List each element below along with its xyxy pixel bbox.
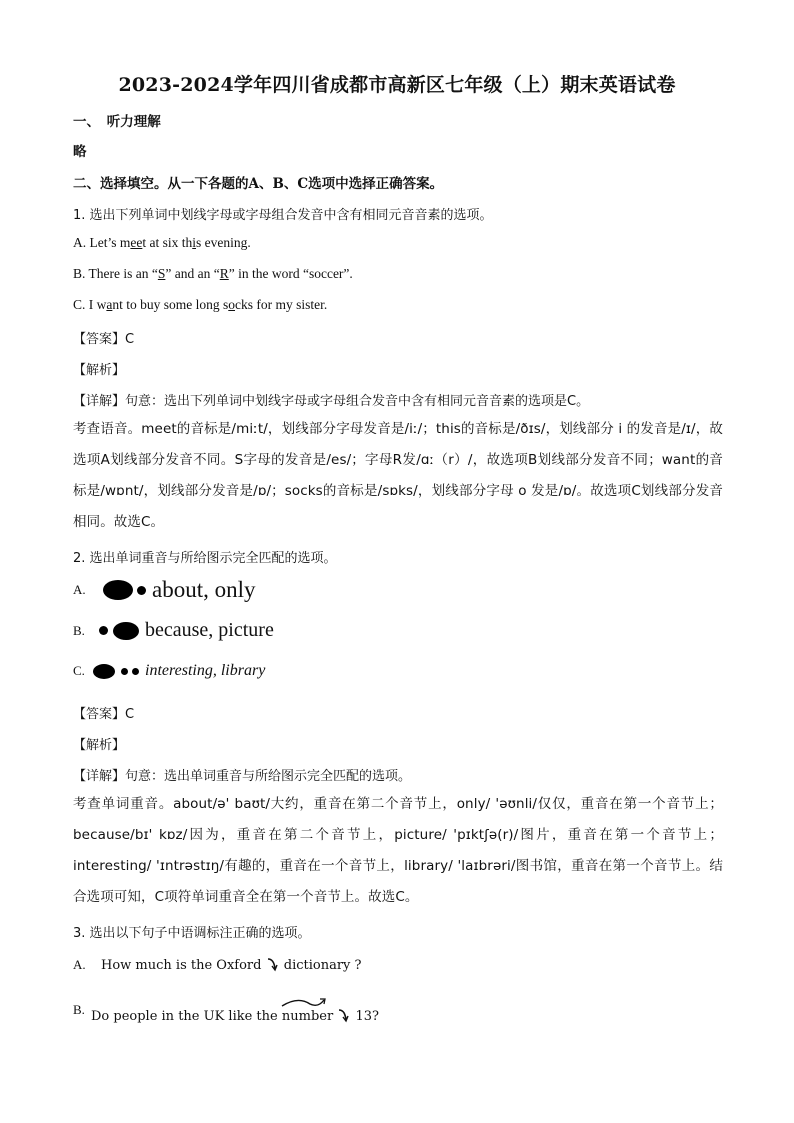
q1-detail: 【详解】句意：选出下列单词中划线字母或字母组合发音中含有相同元音音素的选项是C。 bbox=[73, 394, 590, 409]
q1-option-b-text: ” in the word “soccer”. bbox=[228, 266, 353, 281]
falling-intonation-icon bbox=[337, 1007, 351, 1023]
stress-dot-large-icon bbox=[103, 580, 133, 600]
q3-option-b-word: number bbox=[281, 1009, 334, 1024]
q1-option-c-text: C. I w bbox=[73, 297, 107, 312]
q2-stem: 2. 选出单词重音与所给图示完全匹配的选项。 bbox=[73, 551, 337, 566]
q1-answer: 【答案】C bbox=[73, 332, 135, 347]
q2-analysis-label: 【解析】 bbox=[73, 738, 126, 753]
q1-option-a-text: A. Let’s m bbox=[73, 235, 131, 250]
rising-intonation-icon bbox=[280, 996, 330, 1012]
q1-explanation: 考查语音。meet的音标是/miːt/，划线部分字母发音是/iː/；this的音标是/ðɪs/，划线部分 i 的发音是/ɪ/，故选项A划线部分发音不同。S字母的发音是/es/；字母R发/ɑː（r）/，故选项B划线部分发音不同；want的音标是/wɒnt/，划线部分发音是/ɒ/；socks的音标是/sɒks/，划线部分字母 o 发是/ɒ/。故选项C划线部分发音相同。故选C。 bbox=[73, 421, 723, 530]
stress-dot-small-icon bbox=[99, 626, 108, 635]
q2-option-c-words: interesting, library bbox=[145, 662, 266, 679]
section1-heading: 一、 听力理解 bbox=[73, 114, 161, 130]
q1-option-a-text: s evening. bbox=[196, 235, 251, 250]
q1-stem: 1. 选出下列单词中划线字母或字母组合发音中含有相同元音音素的选项。 bbox=[73, 208, 493, 223]
q3-option-a bbox=[73, 956, 362, 973]
q2-option-c bbox=[73, 662, 265, 680]
q1-option-a-text: t at six th bbox=[142, 235, 193, 250]
q1-option-c-underline-2: o bbox=[228, 297, 236, 312]
q1-option-b-text: B. There is an “ bbox=[73, 266, 158, 281]
stress-dot-small-icon bbox=[121, 668, 128, 675]
q1-analysis-label: 【解析】 bbox=[73, 363, 126, 378]
q3-option-a-label: A. bbox=[73, 957, 86, 972]
q2-option-c-label: C. bbox=[73, 663, 85, 678]
q1-option-c-underline-1: a bbox=[106, 297, 113, 312]
q2-option-a-label: A. bbox=[73, 582, 86, 597]
q1-option-b bbox=[73, 266, 353, 282]
q3-option-b-label: B. bbox=[73, 1002, 85, 1017]
q3-option-a-text: How much is the Oxford bbox=[101, 958, 262, 973]
q2-option-b-words: because, picture bbox=[145, 619, 274, 641]
q2-option-b-label: B. bbox=[73, 622, 85, 638]
q2-option-a-words: about, only bbox=[152, 577, 256, 602]
q2-answer: 【答案】C bbox=[73, 707, 135, 722]
q1-option-a bbox=[73, 235, 251, 251]
q1-option-c bbox=[73, 297, 327, 313]
q3-option-a-text: dictionary ? bbox=[283, 958, 362, 973]
q2-option-b bbox=[73, 619, 274, 642]
section1-note: 略 bbox=[73, 144, 87, 160]
q1-option-b-text: ” and an “ bbox=[165, 266, 220, 281]
q3-option-b-stressed-word bbox=[282, 1009, 333, 1024]
q1-option-c-text: cks for my sister. bbox=[235, 297, 328, 312]
q3-option-b bbox=[73, 1002, 379, 1024]
q1-option-b-underline-1: S bbox=[157, 266, 166, 281]
q1-option-c-text: nt to buy some long s bbox=[112, 297, 229, 312]
q2-option-a bbox=[73, 577, 256, 603]
q1-option-a-underline-2: i bbox=[192, 235, 196, 250]
falling-intonation-icon bbox=[266, 956, 280, 972]
q3-stem: 3. 选出以下句子中语调标注正确的选项。 bbox=[73, 926, 311, 941]
q3-option-b-text: 13? bbox=[355, 1009, 379, 1024]
q1-option-b-underline-2: R bbox=[219, 266, 229, 281]
section2-heading: 二、选择填空。从一下各题的A、B、C选项中选择正确答案。 bbox=[73, 176, 444, 192]
stress-dot-large-icon bbox=[113, 622, 139, 640]
q2-detail: 【详解】句意：选出单词重音与所给图示完全匹配的选项。 bbox=[73, 769, 412, 784]
stress-dot-small-icon bbox=[137, 586, 146, 595]
q1-option-a-underline-1: ee bbox=[130, 235, 143, 250]
stress-dot-large-icon bbox=[93, 664, 115, 679]
q3-option-b-text: Do people in the UK like the bbox=[91, 1009, 278, 1024]
exam-title: 2023-2024学年四川省成都市高新区七年级（上）期末英语试卷 bbox=[118, 74, 676, 96]
q2-explanation: 考查单词重音。about/ə' baʊt/大约，重音在第二个音节上，only/ 'əʊnli/仅仅，重音在第一个音节上；because/bɪ' kɒz/因为，重音在第二个音节上，picture/ 'pɪktʃə(r)/图片，重音在第一个音节上； interesting/ 'ɪntrəstɪŋ/有趣的，重音在一个音节上，library/ 'laɪbrəri/图书馆，重音在第一个音节上。结合选项可知，C项符单词重音全在第一个音节上。故选C。 bbox=[73, 796, 723, 905]
stress-dot-small-icon bbox=[132, 668, 139, 675]
